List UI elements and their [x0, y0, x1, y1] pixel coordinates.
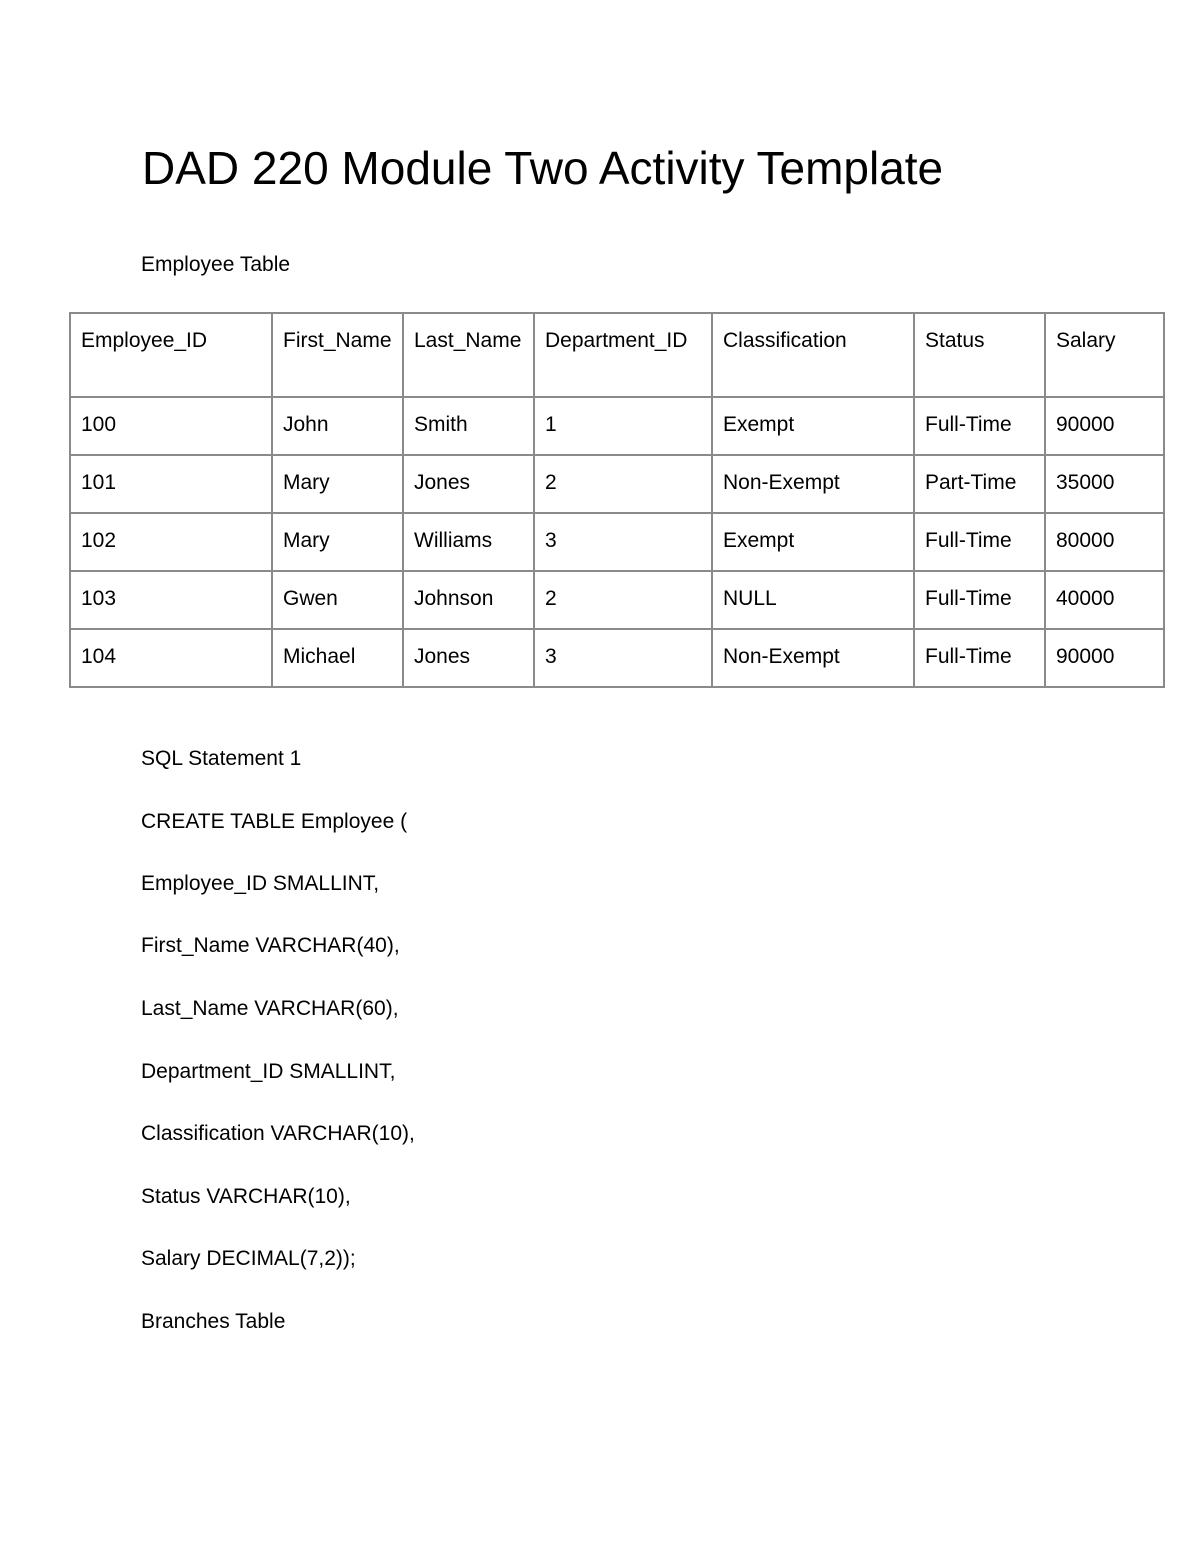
- table-row: [70, 397, 1164, 455]
- table-cell: Mary: [272, 455, 403, 513]
- table-header-row: [70, 313, 1164, 397]
- header-cell: Classification: [712, 313, 914, 397]
- table-cell: Full-Time: [914, 513, 1045, 571]
- table-cell: 3: [534, 629, 712, 687]
- employee-table: [69, 312, 1165, 688]
- table-cell: Williams: [403, 513, 534, 571]
- table-cell: 1: [534, 397, 712, 455]
- table-cell: Full-Time: [914, 571, 1045, 629]
- table-row: [70, 513, 1164, 571]
- sql-line: First_Name VARCHAR(40),: [141, 934, 400, 957]
- table-cell: 102: [70, 513, 272, 571]
- sql-line: Employee_ID SMALLINT,: [141, 872, 380, 895]
- table-cell: 80000: [1045, 513, 1164, 571]
- table-cell: John: [272, 397, 403, 455]
- sql-line: CREATE TABLE Employee (: [141, 810, 408, 833]
- sql-statement-label: SQL Statement 1: [141, 747, 302, 770]
- table-cell: Exempt: [712, 513, 914, 571]
- table-cell: Gwen: [272, 571, 403, 629]
- table-cell: 100: [70, 397, 272, 455]
- table-cell: 104: [70, 629, 272, 687]
- table-cell: 90000: [1045, 397, 1164, 455]
- table-cell: Johnson: [403, 571, 534, 629]
- table-cell: 90000: [1045, 629, 1164, 687]
- header-cell: First_Name: [272, 313, 403, 397]
- header-cell: Department_ID: [534, 313, 712, 397]
- sql-line: Salary DECIMAL(7,2));: [141, 1247, 356, 1270]
- header-cell: Salary: [1045, 313, 1164, 397]
- table-cell: 40000: [1045, 571, 1164, 629]
- branches-table-label: Branches Table: [141, 1310, 286, 1333]
- sql-line: Classification VARCHAR(10),: [141, 1122, 415, 1145]
- header-cell: Last_Name: [403, 313, 534, 397]
- header-cell: Status: [914, 313, 1045, 397]
- table-cell: 103: [70, 571, 272, 629]
- table-cell: Full-Time: [914, 629, 1045, 687]
- table-cell: Full-Time: [914, 397, 1045, 455]
- table-row: [70, 571, 1164, 629]
- table-cell: Smith: [403, 397, 534, 455]
- page-title: DAD 220 Module Two Activity Template: [142, 142, 944, 194]
- table-cell: 101: [70, 455, 272, 513]
- table-cell: Jones: [403, 629, 534, 687]
- table-cell: Exempt: [712, 397, 914, 455]
- table-cell: Jones: [403, 455, 534, 513]
- sql-line: Status VARCHAR(10),: [141, 1185, 351, 1208]
- table-cell: 2: [534, 571, 712, 629]
- table-cell: Mary: [272, 513, 403, 571]
- table-cell: Non-Exempt: [712, 629, 914, 687]
- table-cell: 3: [534, 513, 712, 571]
- table-cell: 35000: [1045, 455, 1164, 513]
- sql-line: Last_Name VARCHAR(60),: [141, 997, 399, 1020]
- table-cell: Michael: [272, 629, 403, 687]
- sql-line: Department_ID SMALLINT,: [141, 1060, 396, 1083]
- table-row: [70, 455, 1164, 513]
- table-cell: Part-Time: [914, 455, 1045, 513]
- table-row: [70, 629, 1164, 687]
- employee-table-label: Employee Table: [141, 253, 291, 276]
- table-cell: 2: [534, 455, 712, 513]
- header-cell: Employee_ID: [70, 313, 272, 397]
- table-cell: NULL: [712, 571, 914, 629]
- table-cell: Non-Exempt: [712, 455, 914, 513]
